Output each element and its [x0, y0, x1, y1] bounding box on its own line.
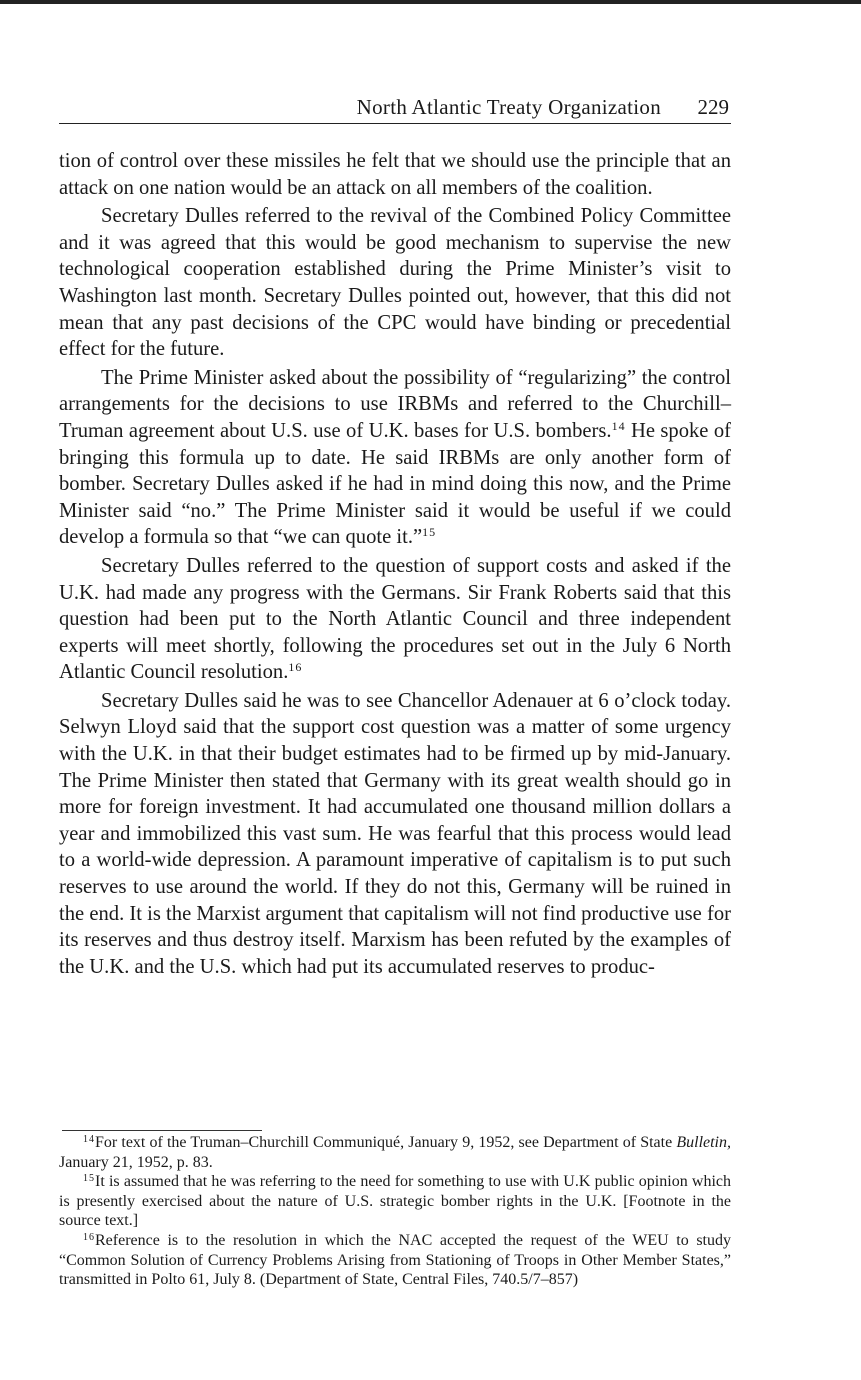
page-number: 229: [697, 95, 729, 119]
paragraph-5: Secretary Dulles said he was to see Chancellor Adenauer at 6 o’clock today. Selwyn Lloyd said that the support cost question was a matter of some urgency with the U.K. in that their budget estimates had to be firmed up by mid-January. The Prime Minister then stated that Germany with its great wealth should go in more for foreign investment. It had accumulated one thousand million dollars a year and immobilized this vast sum. He was fearful that this process would lead to a world-wide depression. A paramount imperative of capitalism is to put such reserves to use around the world. If they do not this, Germany will be ruined in the end. It is the Marxist argument that capitalism will not find productive use for its reserves and thus destroy itself. Marxism has been refuted by the examples of the U.K. and the U.S. which had put its accumulated reserves to produc-: [59, 689, 731, 978]
footnote-14: $^{14}$For text of the Truman–Churchill Communiqué, January 9, 1952, see Department of State Bulletin, January 21, 1952, p. 83.: [59, 1134, 731, 1171]
footnotes: [59, 1133, 731, 1290]
paragraph-4: Secretary Dulles referred to the question of support costs and asked if the U.K. had made any progress with the Germans. Sir Frank Roberts said that this question had been put to the North Atlantic Council and three independent experts will meet shortly, following the procedures set out in the July 6 North Atlantic Council resolution.$^{16}$: [59, 554, 731, 684]
page-top-edge: [0, 0, 861, 4]
paragraph-1: tion of control over these missiles he felt that we should use the principle that an attack on one nation would be an attack on all members of the coalition.: [59, 150, 731, 199]
running-title: North Atlantic Treaty Organization: [356, 95, 661, 119]
footnote-separator: [62, 1130, 262, 1131]
paragraph-3: The Prime Minister asked about the possibility of “regularizing” the control arrangements for the decisions to use IRBMs and referred to the Churchill–Truman agreement about U.S. use of U.K. bases for U.S. bombers.$^{14}$ He spoke of bringing this formula up to date. He said IRBMs are only another form of bomber. Secretary Dulles asked if he had in mind doing this now, and the Prime Minister said “no.” The Prime Minister said it would be useful if we could develop a formula so that “we can quote it.”$^{15}$: [59, 366, 731, 549]
main-text: [59, 148, 731, 982]
footnote-15: $^{15}$It is assumed that he was referring to the need for something to use with U.K public opinion which is presently exercised about the nature of U.S. strategic bomber rights in the U.K. [Footnote in the source text.]: [59, 1173, 731, 1230]
footnote-16: $^{16}$Reference is to the resolution in which the NAC accepted the request of the WEU to study “Common Solution of Currency Problems Arising from Stationing of Troops in Other Member States,” transmitted in Polto 61, July 8. (Department of State, Central Files, 740.5/7–857): [59, 1231, 731, 1289]
paragraph-2: Secretary Dulles referred to the revival of the Combined Policy Committee and it was agreed that this would be good mechanism to supervise the new technological cooperation established during the Prime Minister’s visit to Washington last month. Secretary Dulles pointed out, however, that this did not mean that any past decisions of the CPC would have binding or precedential effect for the future.: [59, 205, 731, 361]
footnote-ref-14: 14: [611, 418, 626, 433]
footnote-ref-16: 16: [288, 660, 303, 675]
running-header: [59, 95, 731, 124]
footnote-ref-15: 15: [422, 525, 437, 540]
